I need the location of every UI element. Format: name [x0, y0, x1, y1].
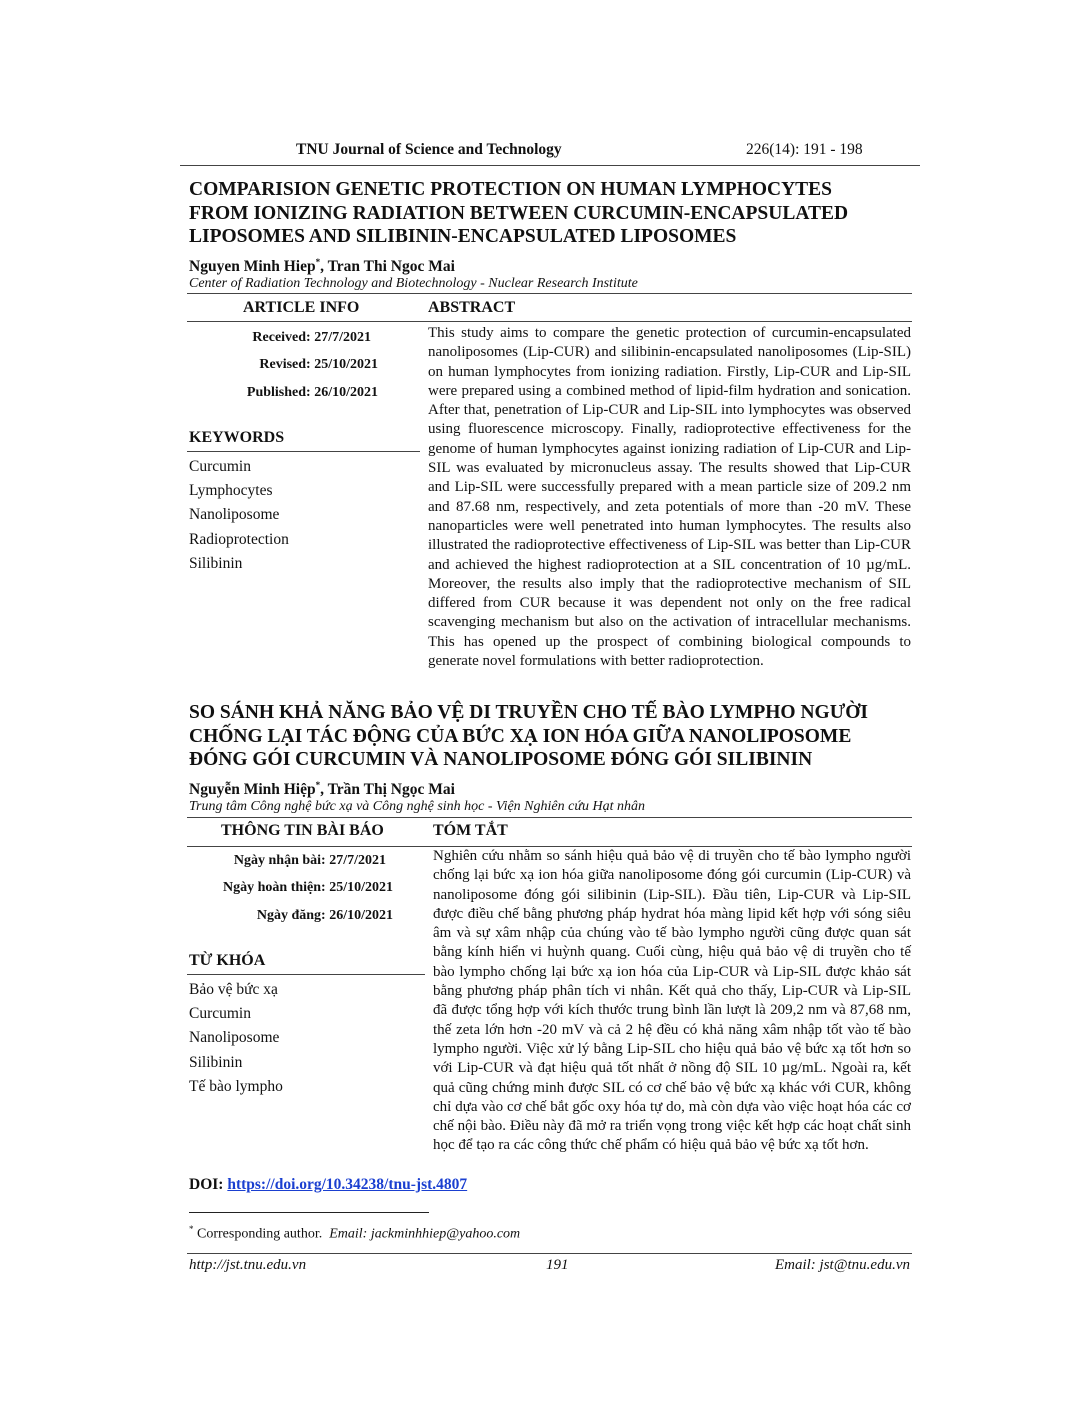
revised-date: Revised: 25/10/2021: [259, 357, 378, 372]
revised-date: Ngày hoàn thiện: 25/10/2021: [223, 880, 393, 895]
title-line: FROM IONIZING RADIATION BETWEEN CURCUMIN-ENCAPSULATED: [189, 202, 849, 224]
title-line: ĐÓNG GÓI CURCUMIN VÀ NANOLIPOSOME ĐÓNG GÓI SILIBININ: [189, 749, 813, 770]
keyword: Nanoliposome: [189, 1029, 280, 1047]
vietnamese-title: [189, 701, 909, 772]
affiliation: Trung tâm Công nghệ bức xạ và Công nghệ sinh học - Viện Nghiên cứu Hạt nhân: [189, 799, 645, 814]
doi: [189, 1176, 467, 1194]
keywords-list: [189, 455, 289, 576]
author: Nguyễn Minh Hiệp: [189, 781, 316, 799]
keywords-heading: TỪ KHÓA: [189, 952, 266, 969]
english-abstract: This study aims to compare the genetic protection of curcumin-encapsulated nanoliposomes (Lip-CUR) and silibinin-encapsulated nanoliposomes (Lip-SIL) on human lymphocytes from ionizing radiation. Firstly, Lip-CUR and Lip-SIL were prepared using a combined method of lipid-film hydration and sonication. After that, penetration of Lip-CUR and Lip-SIL into lymphocytes was observed using fluorescence microscopy. Finally, radioprotective effectiveness for the genome of human lymphocytes against ionizing radiation of Lip-CUR and Lip-SIL was evaluated by micronucleus assay. The results showed that Lip-CUR and Lip-SIL were successfully prepared with a mean particle size of 209.2 nm and 87.68 nm, respectively, and zeta potentials of more than -20 mV. These nanoparticles were well penetrated into human lymphocytes. The results also illustrated the radioprotective effectiveness of Lip-SIL was better than Lip-CUR and achieved the highest radioprotection at a SIL concentration of 10 µg/mL. Moreover, the results also imply that the radioprotective mechanism of SIL differed from CUR because it was dependent not only on the free radical scavenging mechanism but also on the activation of intracellular mechanisms. This has opened up the prospect of combining biological compounds to generate novel formulations with better radioprotection.: [428, 325, 911, 670]
footer-email: Email: jst@tnu.edu.vn: [774, 1257, 910, 1273]
title-line: COMPARISION GENETIC PROTECTION ON HUMAN LYMPHOCYTES: [189, 179, 833, 200]
authors: [189, 780, 455, 799]
footnote-divider: [189, 1212, 429, 1213]
keyword: Bảo vệ bức xạ: [189, 981, 278, 998]
header-divider: [180, 165, 920, 166]
doi-label: DOI:: [189, 1176, 224, 1193]
published-date: Published: 26/10/2021: [246, 385, 378, 400]
footnote-text: Corresponding author.: [197, 1226, 323, 1242]
author: Nguyen Minh Hiep: [189, 258, 316, 276]
footnote-email: Email: jackminhhiep@yahoo.com: [329, 1226, 521, 1242]
page-number: 191: [546, 1257, 569, 1273]
keyword: Nanoliposome: [189, 506, 280, 524]
footnote: [189, 1224, 520, 1243]
keyword: Curcumin: [189, 1005, 251, 1023]
title-line: SO SÁNH KHẢ NĂNG BẢO VỆ DI TRUYỀN CHO TẾ BÀO LYMPHO NGƯỜI: [189, 702, 868, 723]
keyword: Silibinin: [189, 554, 243, 572]
english-title: [189, 178, 909, 249]
author: , Tran Thi Ngoc Mai: [320, 258, 455, 276]
received-date: Received: 27/7/2021: [252, 330, 371, 345]
published-date: Ngày đăng: 26/10/2021: [256, 908, 393, 923]
footnote-mark: *: [189, 1224, 194, 1234]
divider: [187, 974, 425, 975]
vietnamese-abstract: Nghiên cứu nhằm so sánh hiệu quả bảo vệ di truyền cho tế bào lympho người chống lại bức xạ ion hóa giữa nanoliposome đóng gói curcumin (Lip-CUR) và nanoliposome đóng gói silibinin (Lip-SIL). Đầu tiên, Lip-CUR và Lip-SIL được điều chế bằng phương pháp hydrat hóa màng lipid kết hợp với sóng siêu âm và sự xâm nhập của chúng vào tế bào lympho người cũng được quan sát bằng kính hiển vi huỳnh quang. Cuối cùng, hiệu quả bảo vệ di truyền cho tế bào lympho chống lại bức xạ ion hóa của Lip-CUR và Lip-SIL được khảo sát bằng phương pháp phân tích vi nhân. Kết quả cho thấy, Lip-CUR và Lip-SIL đã được tổng hợp với kích thước trung bình lần lượt là 209,2 nm và 87,68 nm, thế zeta lớn hơn -20 mV và cả 2 hệ đều có khả năng xâm nhập tốt vào tế bào lympho người. Việc xử lý bằng Lip-SIL cho hiệu quả bảo vệ bức xạ tốt hơn so với Lip-CUR và đạt hiệu quả tốt nhất ở nồng độ SIL 10 µg/mL. Ngoài ra, kết quả cũng chứng minh được SIL có cơ chế bảo vệ bức xạ khác với CUR, không chỉ dựa vào cơ chế bắt gốc oxy hóa tự do, mà còn dựa vào việc hoạt hóa các cơ chế nội bào. Điều này đã mở ra triển vọng trong việc kết hợp các hoạt chất sinh học để tạo ra các công thức chế phẩm có hiệu quả bảo vệ bức xạ tốt hơn.: [433, 848, 911, 1154]
divider: [187, 321, 912, 322]
keyword: Tế bào lympho: [189, 1077, 283, 1095]
keywords-list: [189, 978, 283, 1099]
journal-name: TNU Journal of Science and Technology: [296, 141, 562, 158]
article-info-heading: THÔNG TIN BÀI BÁO: [221, 822, 384, 839]
divider: [187, 817, 912, 818]
keyword: Silibinin: [189, 1053, 243, 1071]
abstract-heading: ABSTRACT: [428, 299, 516, 316]
doi-link[interactable]: https://doi.org/10.34238/tnu-jst.4807: [227, 1176, 468, 1193]
received-date: Ngày nhận bài: 27/7/2021: [233, 853, 386, 868]
footer-divider: [187, 1253, 912, 1254]
title-line: CHỐNG LẠI TÁC ĐỘNG CỦA BỨC XẠ ION HÓA GIỮA NANOLIPOSOME: [189, 725, 852, 747]
keyword: Radioprotection: [189, 530, 289, 548]
keywords-heading: KEYWORDS: [189, 429, 285, 446]
authors: [189, 257, 455, 276]
footer-url[interactable]: http://jst.tnu.edu.vn: [189, 1257, 307, 1273]
author-mark: *: [315, 780, 321, 790]
article-info-heading: ARTICLE INFO: [243, 299, 360, 316]
divider: [187, 293, 912, 294]
abstract-heading: TÓM TẮT: [433, 822, 508, 839]
keyword: Lymphocytes: [189, 482, 273, 500]
title-line: LIPOSOMES AND SILIBININ-ENCAPSULATED LIPOSOMES: [189, 226, 737, 247]
keyword: Curcumin: [189, 458, 251, 475]
author-mark: *: [315, 257, 321, 267]
author: , Trần Thị Ngọc Mai: [320, 781, 455, 799]
divider: [187, 451, 420, 452]
volume-pages: 226(14): 191 - 198: [746, 141, 863, 158]
affiliation: Center of Radiation Technology and Biotechnology - Nuclear Research Institute: [189, 276, 638, 291]
